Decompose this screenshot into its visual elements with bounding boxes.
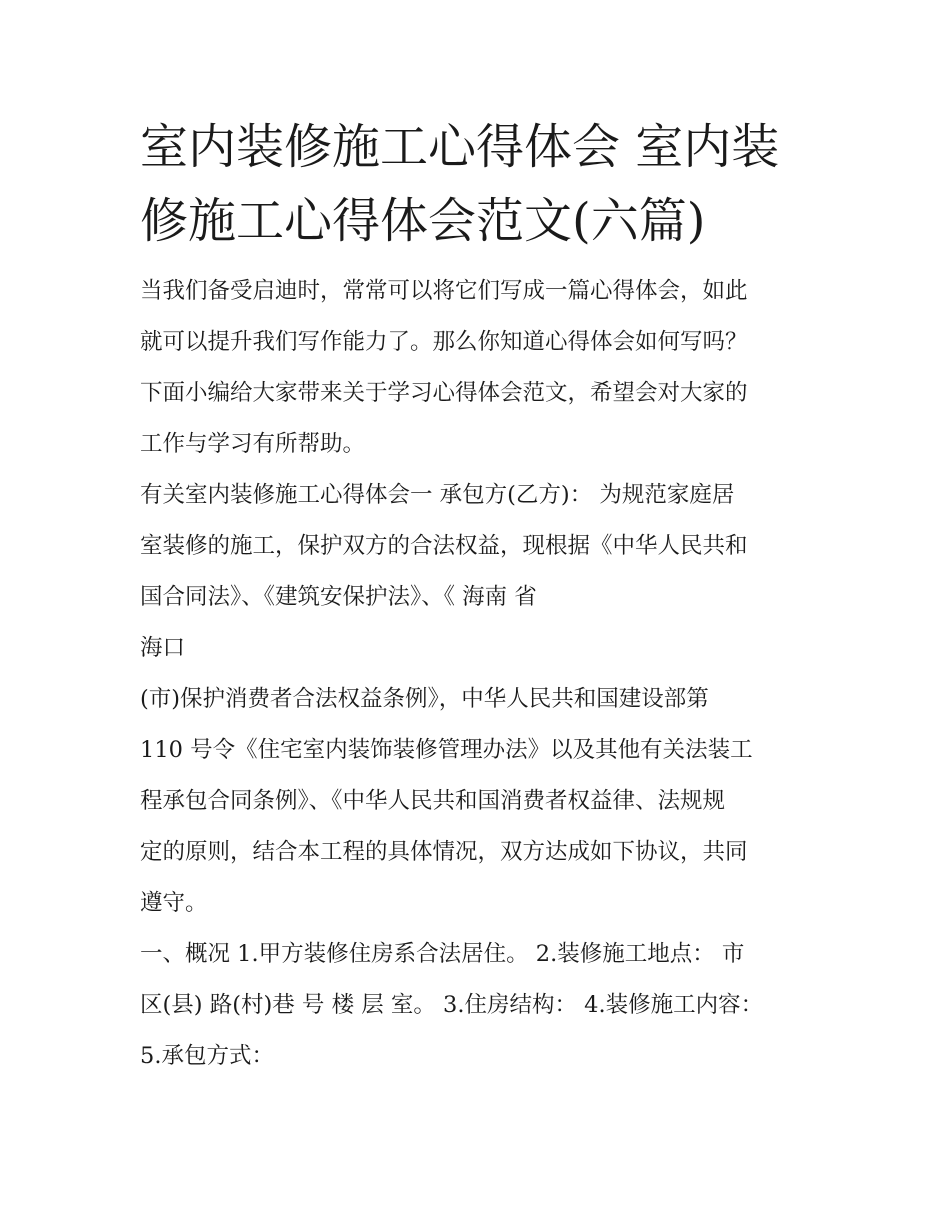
title-line: 修施工心得体会范文(六篇)	[140, 193, 706, 249]
title-line: 室内装修施工心得体会 室内装	[140, 119, 780, 175]
text-line: 110 号令《住宅室内装饰装修管理办法》以及其他有关法装工	[140, 737, 753, 763]
text-line: 工作与学习有所帮助。	[140, 431, 366, 457]
city-paragraph	[140, 623, 830, 674]
text-line: 国合同法》、《建筑安保护法》、《 海南 省	[140, 584, 537, 610]
text-line: 海口	[140, 635, 186, 661]
text-line: 下面小编给大家带来关于学习心得体会范文，希望会对大家的	[140, 380, 748, 406]
overview-paragraph	[140, 929, 830, 1082]
text-line: 室装修的施工，保护双方的合法权益，现根据《中华人民共和	[140, 533, 748, 559]
regulation-paragraph	[140, 674, 830, 929]
text-line: 就可以提升我们写作能力了。那么你知道心得体会如何写吗？	[140, 329, 748, 355]
text-line: (市)保护消费者合法权益条例》，中华人民共和国建设部第	[140, 686, 709, 712]
section-one-paragraph	[140, 470, 830, 623]
text-line: 程承包合同条例》、《中华人民共和国消费者权益律、法规规	[140, 788, 726, 814]
text-line: 遵守。	[140, 890, 208, 916]
document-page	[140, 110, 830, 1082]
text-line: 一、概况 1.甲方装修住房系合法居住。 2.装修施工地点： 市	[140, 941, 745, 967]
text-line: 区(县) 路(村)巷 号 楼 层 室。 3.住房结构： 4.装修施工内容：	[140, 992, 764, 1018]
intro-paragraph	[140, 266, 830, 470]
text-line: 当我们备受启迪时，常常可以将它们写成一篇心得体会，如此	[140, 278, 748, 304]
document-title	[140, 110, 830, 258]
text-line: 定的原则，结合本工程的具体情况，双方达成如下协议，共同	[140, 839, 748, 865]
text-line: 有关室内装修施工心得体会一 承包方(乙方)： 为规范家庭居	[140, 482, 735, 508]
text-line: 5.承包方式：	[140, 1043, 274, 1069]
